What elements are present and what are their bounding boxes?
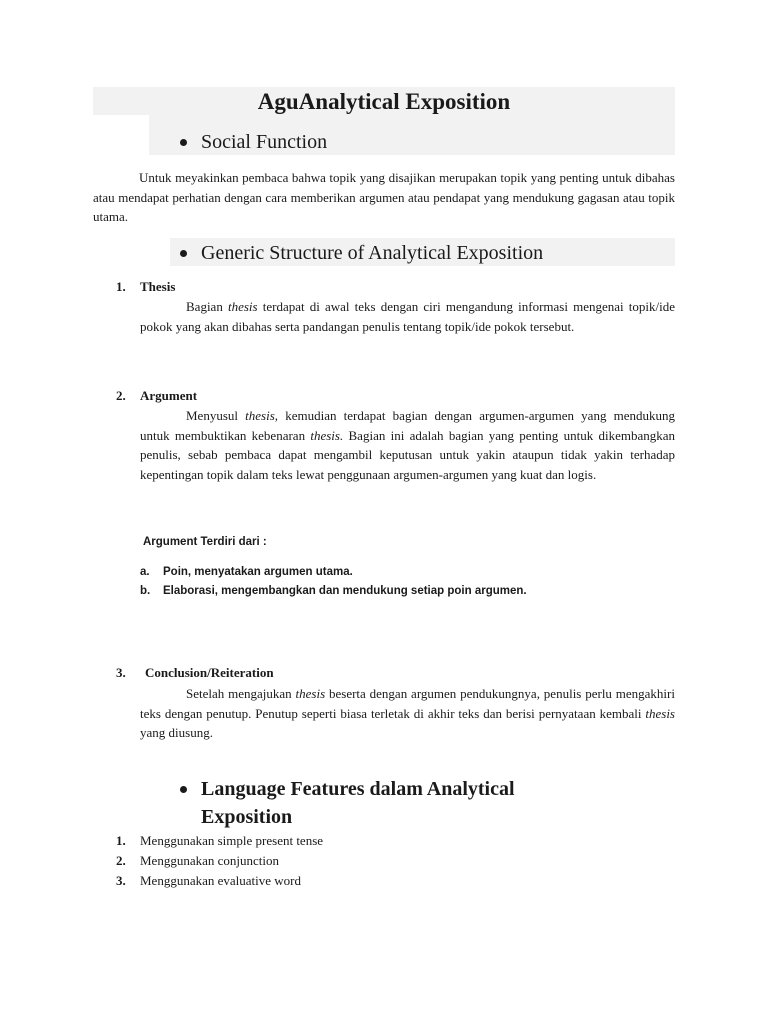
argument-title: Argument — [140, 388, 198, 403]
feature-number-3: 3. — [116, 873, 126, 888]
generic-structure-heading-row — [170, 239, 675, 267]
social-function-text: Untuk meyakinkan pembaca bahwa topik yang disajikan merupakan topik yang penting untuk dibahas atau mendapat perhatian dengan cara memberikan argumen atau pendapat yang mendukung gagasan atau topik utama. — [93, 170, 675, 224]
argument-number: 2. — [116, 388, 126, 403]
language-features-heading-line1: Language Features dalam Analytical — [201, 778, 515, 800]
thesis-text: Bagian thesis terdapat di awal teks dengan ciri mengandung informasi mengenai topik/ide pokok yang akan dibahas serta pandangan penulis tentang topik/ide pokok tersebut. — [140, 299, 676, 334]
argument-sub-letter-a: a. — [140, 566, 150, 578]
thesis-number: 1. — [116, 279, 126, 294]
document-title: AguAnalytical Exposition — [257, 89, 511, 114]
argument-sub-heading: Argument Terdiri dari : — [143, 536, 267, 548]
feature-item-3: Menggunakan evaluative word — [140, 873, 302, 888]
argument-text: Menyusul thesis, kemudian terdapat bagian dengan argumen-argumen yang mendukung untuk membuktikan kebenaran thesis. Bagian ini adalah bagian yang penting untuk dikembangkan penulis, sebab pembaca dapat mengambil keputusan untuk yakin ataupun tidak yakin terhadap kepentingan topik dalam teks lewat penggunaan argumen-argumen yang kuat dan logis. — [140, 408, 676, 482]
argument-sub-item-a: Poin, menyatakan argumen utama. — [163, 566, 353, 578]
conclusion-text: Setelah mengajukan thesis beserta dengan argumen pendukungnya, penulis perlu mengakhiri teks dengan penutup. Penutup seperti biasa terletak di akhir teks dan berisi pernyataan kembali thesis yang diusung. — [140, 686, 675, 740]
bullet-icon — [180, 786, 187, 793]
social-function-heading: Social Function — [201, 131, 328, 153]
argument-sub-letter-b: b. — [140, 585, 151, 597]
bullet-icon — [180, 250, 187, 257]
language-features-heading-row — [170, 775, 675, 833]
feature-item-1: Menggunakan simple present tense — [140, 833, 324, 848]
generic-structure-heading: Generic Structure of Analytical Exposition — [201, 242, 544, 264]
bullet-icon — [180, 139, 187, 146]
language-features-heading-line2: Exposition — [201, 806, 293, 828]
conclusion-title: Conclusion/Reiteration — [145, 665, 274, 680]
feature-number-1: 1. — [116, 833, 126, 848]
feature-item-2: Menggunakan conjunction — [140, 853, 279, 868]
feature-number-2: 2. — [116, 853, 126, 868]
thesis-title: Thesis — [140, 279, 176, 294]
conclusion-number: 3. — [116, 665, 126, 680]
social-function-heading-row — [170, 128, 670, 156]
argument-sub-item-b: Elaborasi, mengembangkan dan mendukung setiap poin argumen. — [163, 585, 527, 597]
